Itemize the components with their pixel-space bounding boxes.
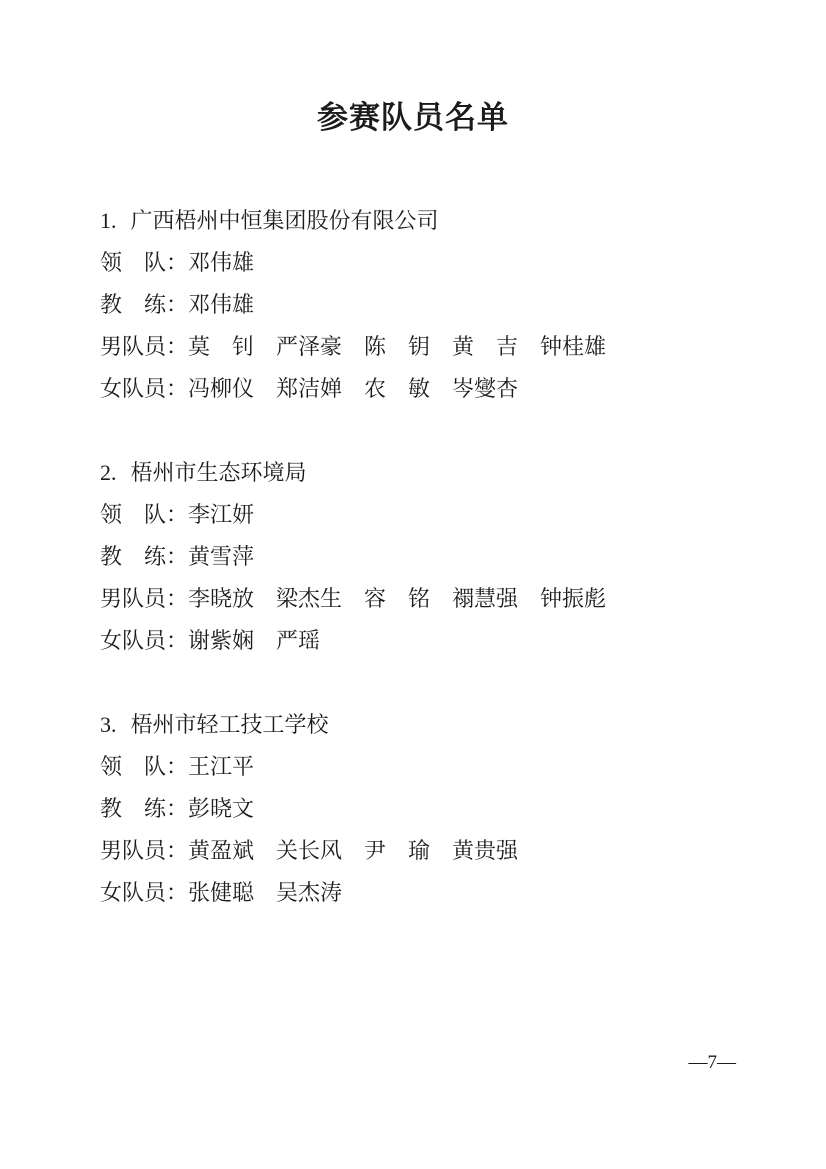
male-players-row	[100, 830, 738, 872]
male-players-row	[100, 326, 738, 368]
female-players-row	[100, 620, 738, 662]
leader-row	[100, 746, 738, 788]
row-label: 领 队：	[100, 502, 189, 527]
row-value: 张健聪 吴杰涛	[188, 880, 343, 905]
row-value: 邓伟雄	[188, 250, 255, 275]
row-value: 冯柳仪 郑洁婵 农 敏 岑燮杏	[188, 376, 519, 401]
row-label: 男队员：	[100, 838, 189, 863]
row-value: 谢紫娴 严瑶	[188, 628, 321, 653]
leader-row	[100, 242, 738, 284]
team-section-1	[100, 200, 738, 410]
team-index: 2.	[100, 460, 117, 485]
row-value: 莫 钊 严泽豪 陈 钥 黄 吉 钟桂雄	[188, 334, 607, 359]
row-label: 领 队：	[100, 250, 189, 275]
team-section-2	[100, 452, 738, 662]
row-label: 男队员：	[100, 586, 189, 611]
female-players-row	[100, 368, 738, 410]
row-label: 女队员：	[100, 376, 189, 401]
row-value: 王江平	[188, 754, 255, 779]
team-name: 梧州市轻工技工学校	[130, 712, 329, 737]
row-value: 李江妍	[188, 502, 255, 527]
coach-row	[100, 284, 738, 326]
row-value: 彭晓文	[188, 796, 255, 821]
row-label: 女队员：	[100, 880, 189, 905]
team-section-3	[100, 704, 738, 914]
row-label: 男队员：	[100, 334, 189, 359]
leader-row	[100, 494, 738, 536]
row-value: 李晓放 梁杰生 容 铭 禤慧强 钟振彪	[188, 586, 607, 611]
coach-row	[100, 788, 738, 830]
row-value: 黄雪萍	[188, 544, 255, 569]
female-players-row	[100, 872, 738, 914]
document-content	[0, 137, 826, 914]
team-index: 1.	[100, 208, 117, 233]
row-label: 教 练：	[100, 796, 189, 821]
page-number: —7—	[688, 1052, 736, 1073]
team-heading	[100, 200, 738, 242]
team-index: 3.	[100, 712, 117, 737]
row-label: 教 练：	[100, 292, 189, 317]
row-value: 邓伟雄	[188, 292, 255, 317]
team-name: 梧州市生态环境局	[130, 460, 307, 485]
row-value: 黄盈斌 关长风 尹 瑜 黄贵强	[188, 838, 519, 863]
team-heading	[100, 704, 738, 746]
team-heading	[100, 452, 738, 494]
page-title: 参赛队员名单	[317, 100, 509, 135]
row-label: 女队员：	[100, 628, 189, 653]
row-label: 教 练：	[100, 544, 189, 569]
coach-row	[100, 536, 738, 578]
male-players-row	[100, 578, 738, 620]
team-name: 广西梧州中恒集团股份有限公司	[130, 208, 439, 233]
row-label: 领 队：	[100, 754, 189, 779]
